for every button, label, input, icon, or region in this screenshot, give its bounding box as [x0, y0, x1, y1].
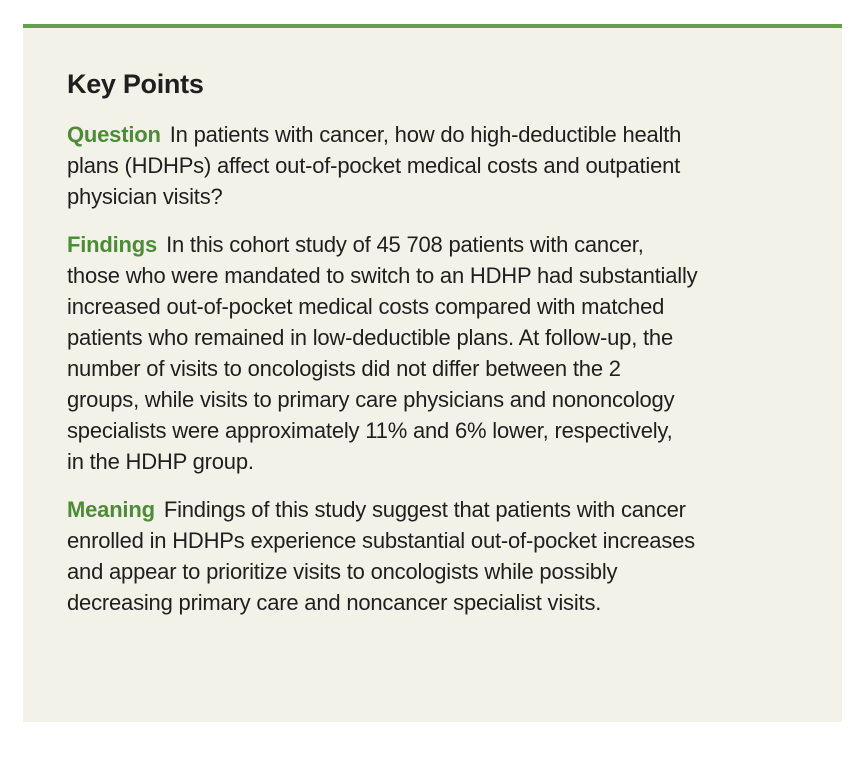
- findings-text-2: those who were mandated to switch to an HDHP had substantially: [67, 263, 698, 288]
- question-paragraph: [67, 119, 802, 212]
- key-points-title: Key Points: [67, 69, 204, 99]
- findings-text-1: In this cohort study of 45 708 patients with cancer,: [166, 232, 644, 257]
- meaning-label: Meaning: [67, 497, 155, 522]
- findings-text-6: groups, while visits to primary care physicians and nononcology: [67, 387, 675, 412]
- meaning-paragraph: [67, 494, 802, 618]
- question-text-2: plans (HDHPs) affect out-of-pocket medical costs and outpatient: [67, 153, 681, 178]
- findings-text-8: in the HDHP group.: [67, 449, 254, 474]
- meaning-text-3: and appear to prioritize visits to oncologists while possibly: [67, 559, 618, 584]
- findings-paragraph: [67, 229, 802, 477]
- question-text-1: In patients with cancer, how do high-deductible health: [169, 122, 682, 147]
- findings-label: Findings: [67, 232, 158, 257]
- findings-line-1: [67, 229, 802, 260]
- findings-text-7: specialists were approximately 11% and 6% lower, respectively,: [67, 418, 673, 443]
- meaning-text-4: decreasing primary care and noncancer specialist visits.: [67, 590, 602, 615]
- question-line-1: [67, 119, 802, 150]
- findings-text-3: increased out-of-pocket medical costs compared with matched: [67, 294, 665, 319]
- findings-text-4: patients who remained in low-deductible plans. At follow-up, the: [67, 325, 674, 350]
- meaning-text-2: enrolled in HDHPs experience substantial out-of-pocket increases: [67, 528, 695, 553]
- question-label: Question: [67, 122, 161, 147]
- findings-text-5: number of visits to oncologists did not differ between the 2: [67, 356, 621, 381]
- key-points-box: [23, 24, 842, 722]
- meaning-line-1: [67, 494, 802, 525]
- meaning-text-1: Findings of this study suggest that patients with cancer: [163, 497, 686, 522]
- question-text-3: physician visits?: [67, 184, 223, 209]
